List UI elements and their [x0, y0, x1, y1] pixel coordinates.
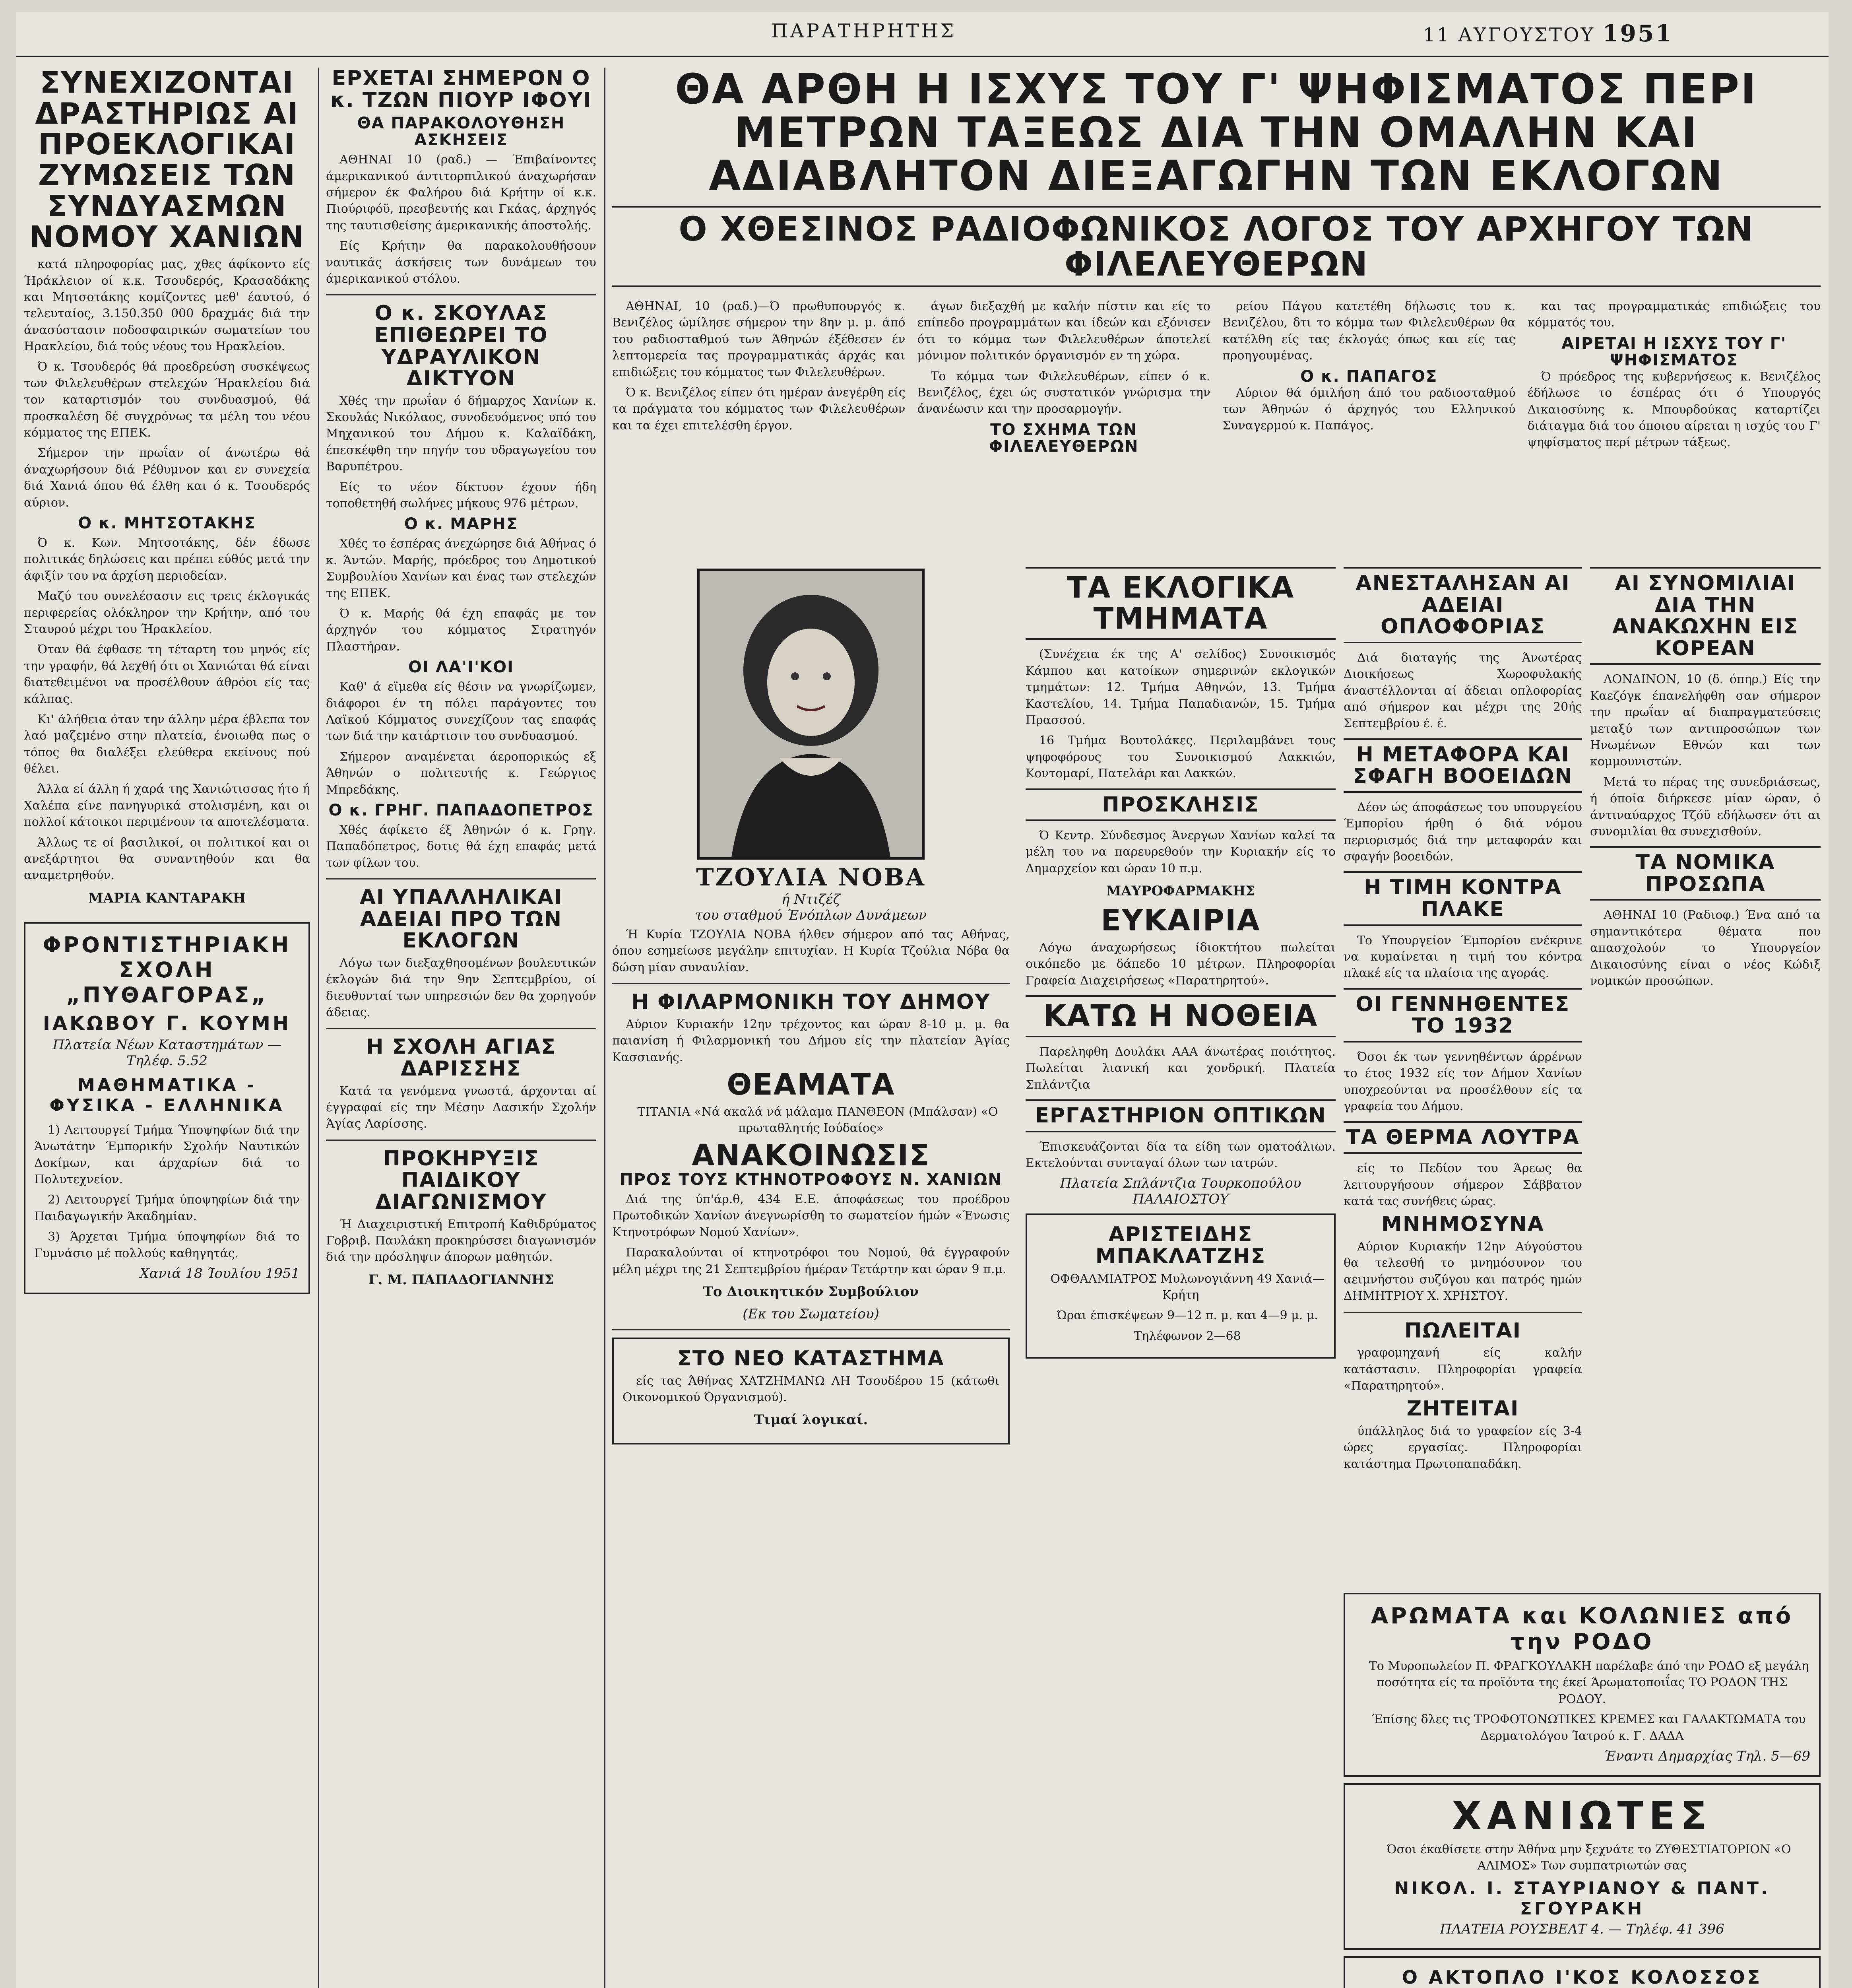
headline-contest: ΠΡΟΚΗΡΥΞΙΣ ΠΑΙΔΙΚΟΥ ΔΙΑΓΩΝΙΣΜΟΥ — [375, 1146, 547, 1214]
headline-leave: ΑΙ ΥΠΑΛΛΗΛΙΚΑΙ ΑΔΕΙΑΙ ΠΡΟ ΤΩΝ ΕΚΛΟΓΩΝ — [359, 885, 563, 953]
ads-block — [1344, 1586, 1821, 1988]
column-6: ΑΙ ΣΥΝΟΜΙΛΙΑΙ ΔΙΑ ΤΗΝ ΑΝΑΚΩΧΗΝ ΕΙΣ ΚΟΡΕΑΝ ΛΟΝΔΙΝΟΝ, 10 (δ. όπηρ.) Είς την Καεζόγκ έπανελήφθη σαν σήμερον την πρωΐαν αί διαπραγματεύσεις μεταξύ των αντιπροσώπων των Ηνωμένων Εθνών και των κομμουνιστών. Μετά το πέρας της συνεδριάσεως, ή όποία διήρκεσε μίαν ώραν, ό άντιναύαρχος Τζόϋ εδήλωσεν ότι αι συνομιλίαι θα συνεχισθούν. ΤΑ ΝΟΜΙΚΑ ΠΡΟΣΩΠΑ ΑΘΗΝΑΙ 10 (Ραδιοφ.) Ένα από τα σημαντικότερα θέματα που απασχολούν το Υπουργείον Δικαιοσύνης είναι ο νέος Κώδιξ νομικών προσώπων. — [1590, 561, 1821, 993]
ad-chaniotes: ΧΑΝΙΩΤΕΣ Όσοι έκαθίσετε στην Άθήνα μην ξεχνάτε το ΖΥΘΕΣΤΙΑΤΟΡΙΟΝ «Ο ΑΛΙΜΟΣ» Των συμπατριωτών σας ΝΙΚΟΛ. Ι. ΣΤΑΥΡΙΑΝΟΥ & ΠΑΝΤ. ΣΓΟΥΡΑΚΗ ΠΛΑΤΕΙΑ ΡΟΥΣΒΕΛΤ 4. — Τηλέφ. 41 396 — [1344, 1783, 1821, 1950]
headline-campaign: ΣΥΝΕΧΙΖΟΝΤΑΙ ΔΡΑΣΤΗΡΙΩΣ ΑΙ ΠΡΟΕΚΛΟΓΙΚΑΙ ΖΥΜΩΣΕΙΣ ΤΩΝ ΣΥΝΔΥΑΣΜΩΝ ΝΟΜΟΥ ΧΑΝΙΩΝ — [29, 66, 305, 254]
headline-peurifoy: ΕΡΧΕΤΑΙ ΣΗΜΕΡΟΝ Ο κ. ΤΖΩΝ ΠΙΟΥΡ ΙΦΟΥΙ — [330, 66, 592, 112]
ad-store: ΣΤΟ ΝΕΟ ΚΑΤΑΣΤΗΜΑ είς τας Άθήνας ΧΑΤΖΗΜΑΝΩ ΛΗ Τσουδέρου 15 (κάτωθι Οικονομικού Όργανισμού). Τιμαί λογικαί. — [612, 1338, 1010, 1444]
center-column: ΤΖΟΥΛΙΑ ΝΟΒΑ ή Ντιζέζ του σταθμού Ένόπλων Δυνάμεων Ή Κυρία ΤΖΟΥΛΙΑ ΝΟΒΑ ήλθεν σήμερον από τας Αθήνας, όπου εσημείωσε μεγάλην επιτυχίαν. Η Κυρία Τζούλια Νόβα θα δώση μίαν συναυλίαν. Η ΦΙΛΑΡΜΟΝΙΚΗ ΤΟΥ ΔΗΜΟΥ Αύριον Κυριακήν 12ην τρέχοντος και ώραν 8-10 μ. μ. θα παιανίση ή Φιλαρμονική του Δήμου είς την πλατείαν Άγίας Κασσιανής. ΘΕΑΜΑΤΑ ΤΙΤΑΝΙΑ «Νά ακαλά νά μάλαμα ΠΑΝΘΕΟΝ (Μπάλσαν) «Ο πρωταθλητής Ιούδαίος» ΑΝΑΚΟΙΝΩΣΙΣ ΠΡΟΣ ΤΟΥΣ ΚΤΗΝΟΤΡΟΦΟΥΣ Ν. ΧΑΝΙΩΝ Διά της ύπ'άρ.θ, 434 Ε.Ε. άποφάσεως του προέδρου Πρωτοδικών Χανίων άνεγνωρίσθη το σωματείον ήμών «Ένωσις Κτηνοτρόφων Νομού Χανίων». Παρακαλούνται οί κτηνοτρόφοι του Νομού, θά έγγραφούν μέλη μέχρι της 21 Σεπτεμβρίου ήμέραν Τετάρτην και ώραν 9 π.μ. Το Διοικητικόν Συμβούλιον (Εκ του Σωματείου) ΣΤΟ ΝΕΟ ΚΑΤΑΣΤΗΜΑ είς τας Άθήνας ΧΑΤΖΗΜΑΝΩ ΛΗ Τσουδέρου 15 (κάτωθι Οικονομικού Όργανισμού). Τιμαί λογικαί. — [612, 561, 1010, 1451]
column-rule — [318, 68, 319, 1988]
headline-school: Η ΣΧΟΛΗ ΑΓΙΑΣ ΔΑΡΙΣΣΗΣ — [366, 1035, 556, 1081]
headline-skoulas: Ο κ. ΣΚΟΥΛΑΣ ΕΠΙΘΕΩΡΕΙ ΤΟ ΥΔΡΑΥΛΙΚΟΝ ΔΙΚΤΥΟΝ — [374, 301, 548, 391]
portrait-image — [700, 571, 922, 857]
article-campaign: κατά πληροφορίας μας, χθες άφίκοντο είς Ήράκλειον οί κ.κ. Τσουδερός, Κρασαδάκης και Μητσοτάκης κομίζοντες μεθ' έαυτού, ό τελευταίος, 3.150.350 000 δραχμάς διά την άνασύστασιν ποδοσφαιρικών σωματείων του Ηρακλείου, διά τούς νέους του Ηρακλείου. Ό κ. Τσουδερός θά προεδρεύση συσκέψεως των Φιλελευθέρων στελεχών Ήρακλείου διά τον καταρτισμόν του συνδυασμού, θά προσκαλέση δέ συγχρόνως τα μέλη του νέου κόμματος της ΕΠΕΚ. Σήμερον την πρωΐαν οί άνωτέρω θά άναχωρήσουν διά Ρέθυμνον και εν συνεχεία διά Χανιά όπου θά έλθη και ό κ. Τσουδερός αύριον. — [24, 257, 310, 510]
subhead-mitsotakis: Ο κ. ΜΗΤΣΟΤΑΚΗΣ — [78, 514, 256, 532]
column-5: ΑΝΕΣΤΑΛΗΣΑΝ ΑΙ ΑΔΕΙΑΙ ΟΠΛΟΦΟΡΙΑΣ Διά διαταγής της Άνωτέρας Διοικήσεως Χωροφυλακής άναστέλλονται αί άδειαι οπλοφορίας από σήμερον και μέχρι της 20ής Σεπτεμβρίου έ. έ. Η ΜΕΤΑΦΟΡΑ ΚΑΙ ΣΦΑΓΗ ΒΟΟΕΙΔΩΝ Δέον ώς άποφάσεως του υπουργείου Έμπορίου ήρθη ό διά νόμου περιορισμός διά την μεταφοράν και σφαγήν βοοειδών. Η ΤΙΜΗ ΚΟΝΤΡΑ ΠΛΑΚΕ Το Υπουργείον Έμπορίου ενέκρινε να κυμαίνεται η τιμή του κόντρα πλακέ είς τα πλαίσια της αγοράς. ΟΙ ΓΕΝΝΗΘΕΝΤΕΣ ΤΟ 1932 Όσοι έκ των γεννηθέντων άρρένων το έτος 1932 είς τον Δήμον Χανίων υποχρεούνται να προσέλθουν είς τα γραφεία του Δήμου. ΤΑ ΘΕΡΜΑ ΛΟΥΤΡΑ είς το Πεδίον του Άρεως θα λειτουργήσουν σήμερον Σάββατον κατά τας συνήθεις ώρας. ΜΝΗΜΟΣΥΝΑ Αύριον Κυριακήν 12ην Αύγούστου θα τελεσθή το μνημόσυνον του αειμνήστου συζύγου και πατρός ημών ΔΗΜΗΤΡΙΟΥ Χ. ΧΡΗΣΤΟΥ. ΠΩΛΕΙΤΑΙ γραφομηχανή είς καλήν κατάστασιν. Πληροφορίαι γραφεία «Παρατηρητού». ΖΗΤΕΙΤΑΙ ύπάλληλος διά το γραφείον είς 3-4 ώρες εργασίας. Πληροφορίαι κατάστημα Πρωτοπαπαδάκη. — [1344, 561, 1582, 1476]
ad-pythagoras: ΦΡΟΝΤΙΣΤΗΡΙΑΚΗ ΣΧΟΛΗ „ΠΥΘΑΓΟΡΑΣ„ ΙΑΚΩΒΟΥ Γ. ΚΟΥΜΗ Πλατεία Νέων Καταστημάτων — Τηλέφ. 5.52 ΜΑΘΗΜΑΤΙΚΑ - ΦΥΣΙΚΑ - ΕΛΛΗΝΙΚΑ 1) Λειτουργεί Τμήμα Ύποψηφίων διά την Άνωτάτην Έμπορικήν Σχολήν Ναυτικών Δοκίμων, και άρχαρίων διά το Πολυτεχνείον. 2) Λειτουργεί Τμήμα ύποψηφίων διά την Παιδαγωγικήν Άκαδημίαν. 3) Άρχεται Τμήμα ύποψηφίων διά το Γυμνάσιο μέ πολλούς καθηγητάς. Χανιά 18 Ίουλίου 1951 — [24, 922, 310, 1294]
newspaper-page — [16, 12, 1829, 1988]
ad-ophthalmologist: ΑΡΙΣΤΕΙΔΗΣ ΜΠΑΚΛΑΤΖΗΣ ΟΦΘΑΛΜΙΑΤΡΟΣ Μυλωνογιάννη 49 Χανιά—Κρήτη Ώραι έπισκέψεων 9—12 π. μ. και 4—9 μ. μ. Τηλέφωνον 2—68 — [1026, 1213, 1336, 1359]
column-rule — [604, 68, 605, 1988]
masthead — [16, 12, 1829, 57]
column-2: ΕΡΧΕΤΑΙ ΣΗΜΕΡΟΝ Ο κ. ΤΖΩΝ ΠΙΟΥΡ ΙΦΟΥΙ ΘΑ ΠΑΡΑΚΟΛΟΥΘΗΣΗ ΑΣΚΗΣΕΙΣ ΑΘΗΝΑΙ 10 (ραδ.) — Έπιβαίνοντες άμερικανικού άντιτορπιλικού άναχωρήσαν σήμερον έκ Φαλήρου διά Κρήτην οί κ.κ. Πιούριφόϋ, πρεσβευτής και Γκάας, άρχηγός της ταυτισθείσης άμερικανικής άποστολής. Είς Κρήτην θα παρακολουθήσουν ναυτικάς άσκήσεις των δυνάμεων του άμερικανικού στόλου. Ο κ. ΣΚΟΥΛΑΣ ΕΠΙΘΕΩΡΕΙ ΤΟ ΥΔΡΑΥΛΙΚΟΝ ΔΙΚΤΥΟΝ Χθές την πρωΐαν ό δήμαρχος Χανίων κ. Σκουλάς Νικόλαος, συνοδευόμενος υπό του Μηχανικού του Δήμου κ. Καλαϊδάκη, έπεσκέφθη την πηγήν του υδραγωγείου του Βαρυπέτρου. Είς το νέον δίκτυον έχουν ήδη τοποθετηθή σωλήνες μήκους 976 μέτρων. Ο κ. ΜΑΡΗΣ Χθές το έσπέρας άνεχώρησε διά Άθήνας ό κ. Άντών. Μαρής, πρόεδρος του Δημοτικού Συμβουλίου Χανίων και ένας των στελεχών της ΕΠΕΚ. Ό κ. Μαρής θά έχη επαφάς με τον άρχηγόν του κόμματος Στρατηγόν Πλαστήραν. ΟΙ ΛΑ'Ι'ΚΟΙ Καθ' ά εϊμεθα είς θέσιν να γνωρίζωμεν, διάφοροι έν τη πόλει παράγοντες του Λαϊκού Κόμματος συνεχίζουν τας επαφάς των διά την κατάρτισιν του συνδυασμού. Σήμερον αναμένεται άεροπορικώς εξ Άθηνών ο πολιτευτής κ. Γεώργιος Μπρεδάκης. Ο κ. ΓΡΗΓ. ΠΑΠΑΔΟΠΕΤΡΟΣ Χθές άφίκετο έξ Άθηνών ό κ. Γρηγ. Παπαδόπετρος, δοτις θά έχη επαφάς μετά των φίλων του. ΑΙ ΥΠΑΛΛΗΛΙΚΑΙ ΑΔΕΙΑΙ ΠΡΟ ΤΩΝ ΕΚΛΟΓΩΝ Λόγω των διεξαχθησομένων βουλευτικών έκλογών διά την 9ην Σεπτεμβρίου, οί διευθυνταί των υπηρεσιών δεν θα χορηγούν άδειας. Η ΣΧΟΛΗ ΑΓΙΑΣ ΔΑΡΙΣΣΗΣ Κατά τα γενόμενα γνωστά, άρχονται αί έγγραφαί είς την Μέσην Δασικήν Σχολήν Άγίας Λαρίσσης. ΠΡΟΚΗΡΥΞΙΣ ΠΑΙΔΙΚΟΥ ΔΙΑΓΩΝΙΣΜΟΥ Ή Διαχειριστική Επιτροπή Καθιδρύματος Γοβριβ. Παυλάκη προκηρύσσει διαγωνισμόν διά την πρόσληψιν άπορων μαθητών. Γ. Μ. ΠΑΠΑΔΟΓΙΑΝΝΗΣ — [326, 66, 596, 1288]
column-1 — [24, 68, 310, 1301]
issue-date: 11 ΑΥΓΟΥΣΤΟΥ 1951 — [1423, 20, 1673, 47]
portrait-photo — [697, 569, 925, 860]
article-mitsotakis: Ό κ. Κων. Μητσοτάκης, δέν έδωσε πολιτικάς δηλώσεις και πρέπει εύθύς μετά την άφιξίν του να άρχίση περιοδείαν. Μαζύ του ουνελέσασιν εις τρεις έκλογικάς περιφερείας ολόκληρον την Κρήτην, από του Σταυρού μέχρι του Ήρακλείου. Όταν θά έφθασε τη τέταρτη του μηνός είς την γραφήν, θά λεχθή ότι οι Χανιώται θά είναι διατεθειμένοι να προσέλθουν άθρόοι είς τας κάλπας. Κι' άλήθεια όταν την άλλην μέρα έβλεπα τον λαό μαζεμένο στην πλατεία, ένοιωθα πως ο τόπος θα διαλέξει ελεύθερα εκείνους πού θέλει. Άλλα εί άλλη ή χαρά της Χανιώτισσας ήτο ή Χαλέπα είνε πανηγυρικά στολισμένη, και οι πολλοί κάτοικοι περιμένουν τα αποτελέσματα. Άλλως τε οί βασιλικοί, οι πολιτικοί και οι ανεξάρτητοι θα συναντηθούν και θα αναμετρηθούν. — [24, 536, 310, 883]
front-banner: ΘΑ ΑΡΘΗ Η ΙΣΧΥΣ ΤΟΥ Γ' ΨΗΦΙΣΜΑΤΟΣ ΠΕΡΙ ΜΕΤΡΩΝ ΤΑΞΕΩΣ ΔΙΑ ΤΗΝ ΟΜΑΛΗΝ ΚΑΙ ΑΔΙΑΒΛΗΤΟΝ ΔΙΕΞΑΓΩΓΗΝ ΤΩΝ ΕΚΛΟΓΩΝ Ο ΧΘΕΣΙΝΟΣ ΡΑΔΙΟΦΩΝΙΚΟΣ ΛΟΓΟΣ ΤΟΥ ΑΡΧΗΓΟΥ ΤΩΝ ΦΙΛΕΛΕΥΘΕΡΩΝ ΑΘΗΝΑΙ, 10 (ραδ.)—Ό πρωθυπουργός κ. Βενιζέλος ώμίλησε σήμερον την 8ην μ. μ. άπό του ραδιοσταθμού των Άθηνών έξέθεσεν έν λεπτομερεία τας προγραμματικάς άρχάς και επιδιώξεις του κόμματος των Φιλελευθέρων. Ό κ. Βενιζέλος είπεν ότι ημέραν άνεγέρθη είς τα πράγματα του κόμματος των Φιλελευθέρων και τα έχει επιτελέσθη έργον. άγων διεξαχθή με καλήν πίστιν και είς το επίπεδο προγραμμάτων και ίδεών και εξόνισεν ότι το κόμμα των Φιλελευθέρων άποτελεί μόνιμον πολιτικόν όργανισμόν εν τη χώρα. Το κόμμα των Φιλελευθέρων, είπεν ό κ. Βενιζέλος, έχει ώς συστατικόν γνώρισμα την άνανέωσιν και την προσαρμογήν. ΤΟ ΣΧΗΜΑ ΤΩΝ ΦΙΛΕΛΕΥΘΕΡΩΝ ρείου Πάγου κατετέθη δήλωσις του κ. Βενιζέλου, δτι το κόμμα των Φιλελευθέρων θα κατέλθη είς τας έκλογάς όπως και είς τας προηγουμένας. Ο κ. ΠΑΠΑΓΟΣ Αύριον θά όμιλήση άπό του ραδιοσταθμού των Άθηνών ό άρχηγός του Ελληνικού Συναγερμού κ. Παπάγος. και τας προγραμματικάς επιδιώξεις του κόμματός του. ΑΙΡΕΤΑΙ Η ΙΣΧΥΣ ΤΟΥ Γ' ΨΗΦΙΣΜΑΤΟΣ Ό πρόεδρος της κυβερνήσεως κ. Βενιζέλος έδήλωσε το έσπέρας ότι ό Υπουργός Δικαιοσύνης κ. Μπουρδούκας καταρτίζει διάταγμα διά του όποιου αίρεται η ισχύς του Γ' ψηφίσματος περί μέτρων τάξεως. — [612, 65, 1821, 456]
column-4: ΤΑ ΕΚΛΟΓΙΚΑ ΤΜΗΜΑΤΑ (Συνέχεια έκ της Α' σελίδος) Συνοικισμός Κάμπου και κατοίκων σημερινών εκλογικών τμημάτων: 12. Τμήμα Αθηνών, 13. Τμήμα Καστελίου, 14. Τμήμα Παπαδιανών, 15. Τμήμα Πρασσού. 16 Τμήμα Βουτολάκες. Περιλαμβάνει τους ψηφοφόρους του Συνοικισμού Λακκιών, Κοντομαρί, Πατελάρι και Λακκών. ΠΡΟΣΚΛΗΣΙΣ Ό Κεντρ. Σύνδεσμος Άνεργων Χανίων καλεί τα μέλη του να παρευρεθούν την Κυριακήν είς το Δημαρχείον και ώραν 10 π.μ. ΜΑΥΡΟΦΑΡΜΑΚΗΣ ΕΥΚΑΙΡΙΑ Λόγω άναχωρήσεως ίδιοκτήτου πωλείται οικόπεδο με δάπεδο 10 μέτρων. Πληροφορίαι Γραφεία Διαχειρήσεως «Παρατηρητού». ΚΑΤΩ Η ΝΟΘΕΙΑ Παρεληφθη Δουλάκι ΑΑΑ άνωτέρας ποιότητος. Πωλείται λιανική και χονδρική. Πλατεία Σπλάντζια ΕΡΓΑΣΤΗΡΙΟΝ ΟΠΤΙΚΩΝ Έπισκευάζονται δία τα είδη των οματοάλιων. Εκτελούνται συνταγαί όλων των ιατρών. Πλατεία Σπλάντζια Τουρκοπούλου ΠΑΛΑΙΟΣΤΟΥ ΑΡΙΣΤΕΙΔΗΣ ΜΠΑΚΛΑΤΖΗΣ ΟΦΘΑΛΜΙΑΤΡΟΣ Μυλωνογιάννη 49 Χανιά—Κρήτη Ώραι έπισκέψεων 9—12 π. μ. και 4—9 μ. μ. Τηλέφωνον 2—68 — [1026, 561, 1336, 1365]
headline-philharmonic: Η ΦΙΛΑΡΜΟΝΙΚΗ ΤΟΥ ΔΗΜΟΥ — [631, 990, 991, 1014]
ad-perfumes: ΑΡΩΜΑΤΑ και ΚΟΛΩΝΙΕΣ από την ΡΟΔΟ Το Μυροπωλείον Π. ΦΡΑΓΚΟΥΛΑΚΗ παρέλαβε άπό την ΡΟΔΟ εξ μεγάλη ποσότητα είς τα προϊόντα της έκεί Άρωματοποιΐας ΤΟ ΡΟΔΟΝ ΤΗΣ ΡΟΔΟΥ. Έπίσης δλες τις ΤΡΟΦΟΤΟΝΩΤΙΚΕΣ ΚΡΕΜΕΣ και ΓΑΛΑΚΤΩΜΑΤΑ του Δερματολόγου Ίατρού κ. Γ. ΔΑΔΑ Έναντι Δημαρχίας Τηλ. 5—69 — [1344, 1593, 1821, 1777]
author-signature: ΜΑΡΙΑ ΚΑΝΤΑΡΑΚΗ — [88, 890, 246, 906]
headline-election-sections: ΤΑ ΕΚΛΟΓΙΚΑ ΤΜΗΜΑΤΑ — [1026, 567, 1336, 640]
ad-ship-angelika: Ο ΑΚΤΟΠΛΟ Ι'ΚΟΣ ΚΟΛΟΣΣΟΣ — [1344, 1956, 1821, 1988]
secondary-headline: Ο ΧΘΕΣΙΝΟΣ ΡΑΔΙΟΦΩΝΙΚΟΣ ΛΟΓΟΣ ΤΟΥ ΑΡΧΗΓΟΥ ΤΩΝ ΦΙΛΕΛΕΥΘΕΡΩΝ — [612, 206, 1821, 287]
newspaper-name: ΠΑΡΑΤΗΡΗΤΗΣ — [771, 20, 956, 42]
headline-announcement: ΑΝΑΚΟΙΝΩΣΙΣ — [692, 1138, 930, 1173]
photo-caption: ΤΖΟΥΛΙΑ ΝΟΒΑ — [696, 864, 926, 891]
headline-shows: ΘΕΑΜΑΤΑ — [727, 1067, 895, 1102]
main-headline: ΘΑ ΑΡΘΗ Η ΙΣΧΥΣ ΤΟΥ Γ' ΨΗΦΙΣΜΑΤΟΣ ΠΕΡΙ ΜΕΤΡΩΝ ΤΑΞΕΩΣ ΔΙΑ ΤΗΝ ΟΜΑΛΗΝ ΚΑΙ ΑΔΙΑΒΛΗΤΟΝ ΔΙΕΞΑΓΩΓΗΝ ΤΩΝ ΕΚΛΟΓΩΝ — [675, 65, 1758, 200]
